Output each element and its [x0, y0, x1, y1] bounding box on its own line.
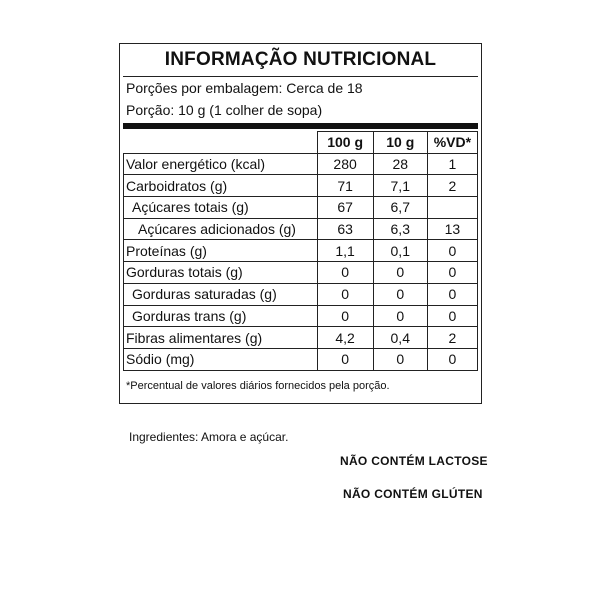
value-per-serving: 28: [373, 153, 427, 175]
table-row: [124, 175, 478, 197]
ingredients-text: Ingredientes: Amora e açúcar.: [129, 430, 289, 444]
table-row: [124, 262, 478, 284]
value-per-100g: 0: [317, 262, 373, 284]
nutrient-name: Proteínas (g): [124, 240, 318, 262]
value-per-serving: 0: [373, 283, 427, 305]
column-header-dv: %VD*: [427, 132, 477, 154]
serving-size: Porção: 10 g (1 colher de sopa): [126, 102, 323, 118]
nutrient-name: Fibras alimentares (g): [124, 327, 318, 349]
value-per-100g: 1,1: [317, 240, 373, 262]
nutrition-title: INFORMAÇÃO NUTRICIONAL: [164, 49, 437, 70]
nutrient-name: Valor energético (kcal): [124, 153, 318, 175]
value-per-100g: 4,2: [317, 327, 373, 349]
daily-value: [427, 197, 477, 219]
value-per-100g: 0: [317, 283, 373, 305]
thick-divider: [123, 123, 478, 129]
lactose-free-claim: NÃO CONTÉM LACTOSE: [340, 454, 488, 468]
servings-per-package: Porções por embalagem: Cerca de 18: [126, 80, 363, 96]
value-per-serving: 7,1: [373, 175, 427, 197]
nutrient-name: Açúcares totais (g): [124, 197, 318, 219]
title-divider: [123, 76, 478, 77]
value-per-100g: 0: [317, 305, 373, 327]
nutrition-table: [123, 131, 478, 371]
table-row: [124, 283, 478, 305]
table-row: [124, 348, 478, 370]
daily-value: 0: [427, 240, 477, 262]
nutrient-name: Carboidratos (g): [124, 175, 318, 197]
daily-value: 0: [427, 283, 477, 305]
header-blank-cell: [124, 132, 318, 154]
value-per-serving: 6,7: [373, 197, 427, 219]
value-per-serving: 0: [373, 348, 427, 370]
value-per-100g: 0: [317, 348, 373, 370]
daily-value: 1: [427, 153, 477, 175]
value-per-serving: 0,1: [373, 240, 427, 262]
value-per-100g: 63: [317, 218, 373, 240]
table-row: [124, 218, 478, 240]
table-row: [124, 305, 478, 327]
daily-value: 0: [427, 348, 477, 370]
value-per-100g: 280: [317, 153, 373, 175]
daily-value: 13: [427, 218, 477, 240]
nutrient-name: Gorduras saturadas (g): [124, 283, 318, 305]
nutrient-name: Sódio (mg): [124, 348, 318, 370]
value-per-serving: 0: [373, 262, 427, 284]
table-row: [124, 240, 478, 262]
nutrient-name: Gorduras trans (g): [124, 305, 318, 327]
value-per-serving: 0,4: [373, 327, 427, 349]
daily-value: 2: [427, 175, 477, 197]
column-header-100g: 100 g: [317, 132, 373, 154]
value-per-100g: 67: [317, 197, 373, 219]
gluten-free-claim: NÃO CONTÉM GLÚTEN: [343, 487, 483, 501]
dv-footnote: *Percentual de valores diários fornecidos pela porção.: [126, 380, 390, 392]
value-per-serving: 0: [373, 305, 427, 327]
daily-value: 0: [427, 305, 477, 327]
table-row: [124, 153, 478, 175]
daily-value: 0: [427, 262, 477, 284]
nutrient-name: Gorduras totais (g): [124, 262, 318, 284]
daily-value: 2: [427, 327, 477, 349]
table-row: [124, 327, 478, 349]
column-header-10g: 10 g: [373, 132, 427, 154]
value-per-serving: 6,3: [373, 218, 427, 240]
nutrition-facts-panel: [119, 43, 482, 404]
nutrient-name: Açúcares adicionados (g): [124, 218, 318, 240]
table-row: [124, 197, 478, 219]
value-per-100g: 71: [317, 175, 373, 197]
table-header-row: [124, 132, 478, 154]
